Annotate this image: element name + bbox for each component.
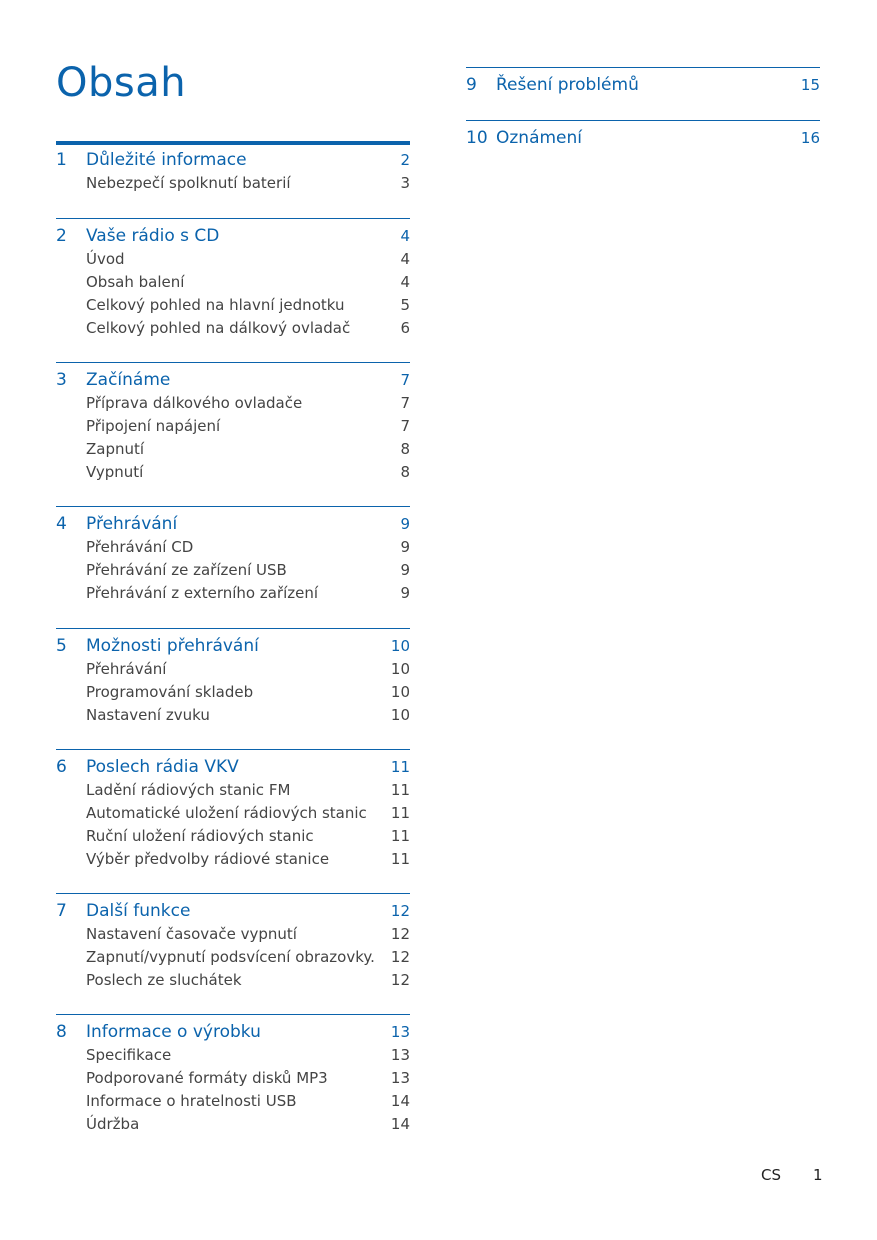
entry-label: Přehrávání <box>86 660 167 678</box>
entry-page: 10 <box>390 683 410 701</box>
toc-entry[interactable] <box>56 827 410 845</box>
section-divider <box>466 120 820 121</box>
toc-left-column <box>56 150 410 1140</box>
entry-page: 12 <box>390 948 410 966</box>
entry-page: 9 <box>400 584 410 602</box>
toc-entry[interactable] <box>56 296 410 314</box>
page-title: Obsah <box>56 60 187 106</box>
chapter-page: 4 <box>400 227 410 245</box>
chapter-title: Přehrávání <box>86 514 178 534</box>
entry-page: 8 <box>400 463 410 481</box>
entry-label: Přehrávání z externího zařízení <box>86 584 319 602</box>
chapter-number: 7 <box>56 901 67 921</box>
entry-page: 6 <box>400 319 410 337</box>
chapter-title: Řešení problémů <box>496 75 639 95</box>
entry-page: 13 <box>390 1046 410 1064</box>
chapter-number: 10 <box>466 128 488 148</box>
entry-label: Informace o hratelnosti USB <box>86 1092 297 1110</box>
chapter-title: Oznámení <box>496 128 583 148</box>
toc-entry[interactable] <box>56 660 410 678</box>
toc-chapter[interactable] <box>56 370 410 390</box>
entry-label: Nebezpečí spolknutí baterií <box>86 174 291 192</box>
toc-entry[interactable] <box>56 706 410 724</box>
toc-entry[interactable] <box>56 394 410 412</box>
entry-label: Automatické uložení rádiových stanic <box>86 804 367 822</box>
section-divider <box>56 749 410 750</box>
toc-chapter[interactable] <box>56 150 410 170</box>
toc-chapter[interactable] <box>56 757 410 777</box>
entry-page: 7 <box>400 417 410 435</box>
entry-label: Příprava dálkového ovladače <box>86 394 303 412</box>
toc-entry[interactable] <box>56 683 410 701</box>
entry-page: 11 <box>390 804 410 822</box>
section-divider <box>56 218 410 219</box>
toc-chapter[interactable] <box>56 636 410 656</box>
section-divider <box>56 362 410 363</box>
entry-page: 7 <box>400 394 410 412</box>
entry-label: Výběr předvolby rádiové stanice <box>86 850 330 868</box>
entry-label: Vypnutí <box>86 463 144 481</box>
toc-chapter[interactable] <box>56 1022 410 1042</box>
entry-label: Přehrávání ze zařízení USB <box>86 561 287 579</box>
toc-right-column <box>466 67 820 167</box>
chapter-title: Poslech rádia VKV <box>86 757 239 777</box>
entry-label: Programování skladeb <box>86 683 254 701</box>
section-divider <box>56 628 410 629</box>
toc-entry[interactable] <box>56 948 410 966</box>
entry-label: Celkový pohled na dálkový ovladač <box>86 319 351 337</box>
toc-entry[interactable] <box>56 174 410 192</box>
chapter-number: 2 <box>56 226 67 246</box>
toc-entry[interactable] <box>56 561 410 579</box>
chapter-page: 10 <box>390 637 410 655</box>
chapter-title: Informace o výrobku <box>86 1022 261 1042</box>
toc-entry[interactable] <box>56 1092 410 1110</box>
chapter-title: Vaše rádio s CD <box>86 226 220 246</box>
entry-label: Celkový pohled na hlavní jednotku <box>86 296 345 314</box>
toc-entry[interactable] <box>56 440 410 458</box>
entry-label: Úvod <box>86 250 125 268</box>
chapter-title: Možnosti přehrávání <box>86 636 259 656</box>
chapter-page: 12 <box>390 902 410 920</box>
toc-chapter[interactable] <box>466 75 820 95</box>
entry-label: Zapnutí <box>86 440 145 458</box>
entry-page: 10 <box>390 706 410 724</box>
chapter-number: 3 <box>56 370 67 390</box>
section-divider <box>56 506 410 507</box>
chapter-number: 9 <box>466 75 477 95</box>
chapter-title: Další funkce <box>86 901 191 921</box>
entry-label: Zapnutí/vypnutí podsvícení obrazovky. <box>86 948 375 966</box>
entry-page: 9 <box>400 538 410 556</box>
toc-chapter[interactable] <box>56 226 410 246</box>
footer-page-number: 1 <box>813 1166 823 1184</box>
entry-label: Specifikace <box>86 1046 172 1064</box>
toc-chapter[interactable] <box>56 901 410 921</box>
chapter-page: 15 <box>800 76 820 94</box>
chapter-page: 16 <box>800 129 820 147</box>
entry-label: Údržba <box>86 1115 140 1133</box>
toc-entry[interactable] <box>56 273 410 291</box>
toc-chapter[interactable] <box>466 128 820 148</box>
entry-label: Podporované formáty disků MP3 <box>86 1069 328 1087</box>
entry-label: Ladění rádiových stanic FM <box>86 781 291 799</box>
toc-entry[interactable] <box>56 925 410 943</box>
entry-page: 11 <box>390 781 410 799</box>
entry-page: 11 <box>390 850 410 868</box>
entry-label: Ruční uložení rádiových stanic <box>86 827 314 845</box>
entry-label: Poslech ze sluchátek <box>86 971 242 989</box>
entry-page: 5 <box>400 296 410 314</box>
section-divider <box>56 1014 410 1015</box>
toc-entry[interactable] <box>56 584 410 602</box>
toc-entry[interactable] <box>56 850 410 868</box>
chapter-page: 13 <box>390 1023 410 1041</box>
entry-page: 12 <box>390 971 410 989</box>
chapter-title: Začínáme <box>86 370 171 390</box>
chapter-page: 7 <box>400 371 410 389</box>
entry-page: 13 <box>390 1069 410 1087</box>
chapter-page: 2 <box>400 151 410 169</box>
toc-chapter[interactable] <box>56 514 410 534</box>
chapter-number: 4 <box>56 514 67 534</box>
chapter-number: 8 <box>56 1022 67 1042</box>
toc-entry[interactable] <box>56 781 410 799</box>
chapter-number: 1 <box>56 150 67 170</box>
entry-page: 10 <box>390 660 410 678</box>
entry-page: 8 <box>400 440 410 458</box>
toc-entry[interactable] <box>56 1046 410 1064</box>
entry-label: Nastavení zvuku <box>86 706 210 724</box>
entry-label: Obsah balení <box>86 273 185 291</box>
toc-entry[interactable] <box>56 250 410 268</box>
section-divider <box>466 67 820 68</box>
entry-label: Připojení napájení <box>86 417 221 435</box>
toc-entry[interactable] <box>56 1115 410 1133</box>
chapter-title: Důležité informace <box>86 150 247 170</box>
toc-entry[interactable] <box>56 971 410 989</box>
entry-page: 4 <box>400 250 410 268</box>
chapter-number: 5 <box>56 636 67 656</box>
toc-entry[interactable] <box>56 463 410 481</box>
toc-entry[interactable] <box>56 319 410 337</box>
toc-entry[interactable] <box>56 1069 410 1087</box>
chapter-page: 11 <box>390 758 410 776</box>
entry-page: 11 <box>390 827 410 845</box>
footer-language: CS <box>761 1166 781 1184</box>
chapter-number: 6 <box>56 757 67 777</box>
entry-label: Nastavení časovače vypnutí <box>86 925 297 943</box>
chapter-page: 9 <box>400 515 410 533</box>
entry-page: 14 <box>390 1115 410 1133</box>
entry-page: 12 <box>390 925 410 943</box>
toc-entry[interactable] <box>56 538 410 556</box>
entry-page: 14 <box>390 1092 410 1110</box>
entry-page: 9 <box>400 561 410 579</box>
title-divider <box>56 141 410 145</box>
toc-entry[interactable] <box>56 417 410 435</box>
entry-page: 4 <box>400 273 410 291</box>
toc-entry[interactable] <box>56 804 410 822</box>
entry-label: Přehrávání CD <box>86 538 194 556</box>
section-divider <box>56 893 410 894</box>
entry-page: 3 <box>400 174 410 192</box>
